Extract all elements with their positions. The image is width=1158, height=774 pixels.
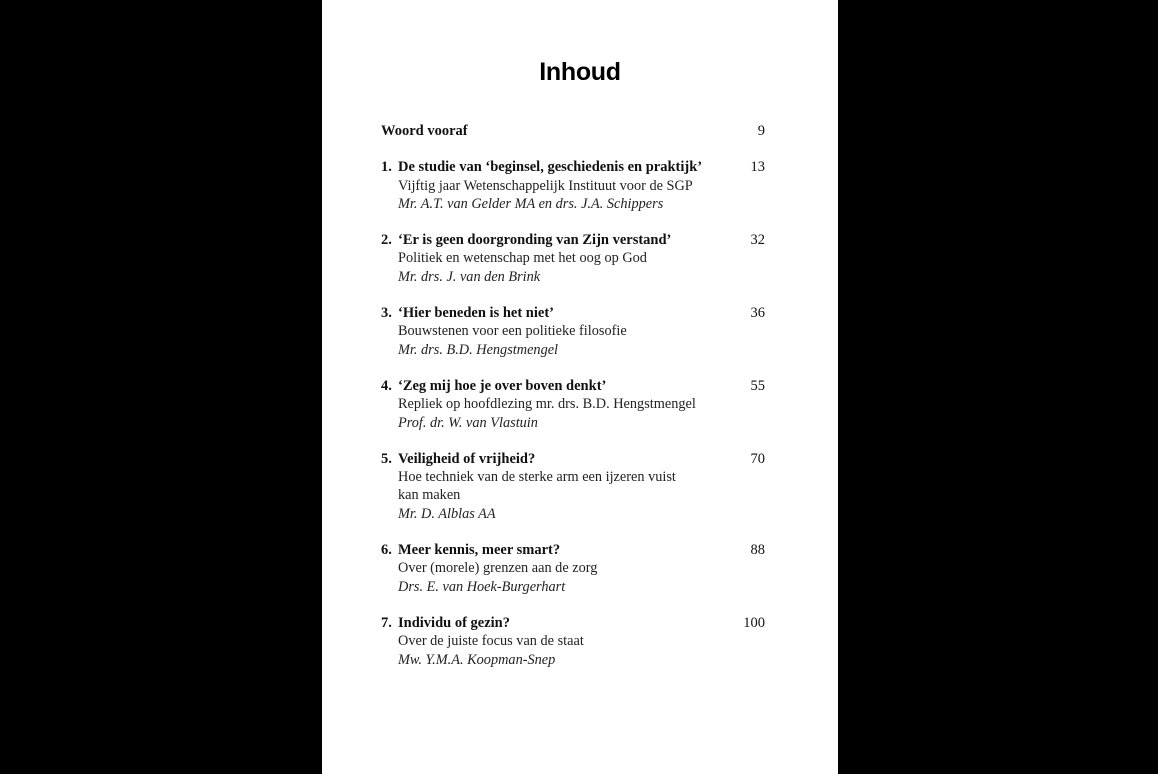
toc-entry-page: 9 — [757, 123, 765, 139]
toc-entry-preface — [381, 122, 765, 140]
toc-entry-number: 4. — [381, 377, 392, 394]
toc-entry-subtitle: Vijftig jaar Wetenschappelijk Instituut voor de SGP — [398, 177, 693, 194]
toc-entry-number: 3. — [381, 305, 392, 322]
toc-entry-1 — [381, 158, 765, 213]
toc-entry-number: 5. — [381, 450, 392, 467]
toc-entry-title: De studie van ‘beginsel, geschiedenis en praktijk’ — [398, 159, 703, 176]
toc-entry-page: 100 — [743, 614, 765, 631]
toc-entry-subtitle: Over de juiste focus van de staat — [398, 633, 584, 650]
toc-entry-title: Meer kennis, meer smart? — [398, 542, 561, 559]
toc-entry-2 — [381, 231, 765, 286]
toc-entry-page: 36 — [750, 305, 765, 322]
toc-entry-author: Mr. drs. B.D. Hengstmengel — [398, 341, 559, 358]
toc-entry-6 — [381, 541, 765, 596]
toc-entry-title: Veiligheid of vrijheid? — [398, 450, 536, 467]
toc-entry-5 — [381, 450, 765, 523]
toc-entry-number: 6. — [381, 542, 392, 559]
toc-entry-author: Prof. dr. W. van Vlastuin — [398, 414, 538, 431]
toc-entry-author: Mr. drs. J. van den Brink — [398, 268, 541, 285]
toc-entry-number: 7. — [381, 614, 392, 631]
toc-entry-title: ‘Zeg mij hoe je over boven denkt’ — [398, 377, 607, 394]
toc-entry-page: 70 — [750, 450, 765, 467]
toc-entry-subtitle: Bouwstenen voor een politieke filosofie — [398, 323, 627, 340]
toc-entry-subtitle: Repliek op hoofdlezing mr. drs. B.D. Hengstmengel — [398, 396, 696, 413]
toc-entry-subtitle: Hoe techniek van de sterke arm een ijzeren vuist — [398, 469, 676, 486]
toc-entry-subtitle: Politiek en wetenschap met het oog op God — [398, 250, 647, 267]
toc-entry-author: Mr. A.T. van Gelder MA en drs. J.A. Schippers — [398, 195, 664, 212]
toc-entry-subtitle: Over (morele) grenzen aan de zorg — [398, 560, 598, 577]
toc-entry-title: ‘Er is geen doorgronding van Zijn verstand’ — [398, 232, 672, 249]
toc-entry-author: Mr. D. Alblas AA — [398, 505, 496, 522]
document-page — [322, 0, 838, 774]
toc-entry-4 — [381, 377, 765, 432]
toc-entry-subtitle-continued: kan maken — [398, 487, 461, 504]
toc-entry-title: ‘Hier beneden is het niet’ — [398, 305, 554, 322]
toc-entry-number: 2. — [381, 232, 392, 249]
toc-entry-page: 13 — [750, 159, 765, 176]
table-of-contents — [381, 122, 765, 669]
toc-entry-3 — [381, 304, 765, 359]
toc-entry-page: 88 — [750, 542, 765, 559]
toc-entry-page: 32 — [750, 232, 765, 249]
toc-entry-author: Drs. E. van Hoek-Burgerhart — [398, 578, 566, 595]
toc-entry-title: Individu of gezin? — [398, 614, 510, 631]
toc-entry-author: Mw. Y.M.A. Koopman-Snep — [398, 651, 556, 668]
toc-entry-title: Woord vooraf — [381, 123, 468, 139]
toc-entry-page: 55 — [750, 377, 765, 394]
toc-entry-number: 1. — [381, 159, 392, 176]
page-title: Inhoud — [539, 58, 621, 86]
toc-entry-7 — [381, 614, 765, 669]
